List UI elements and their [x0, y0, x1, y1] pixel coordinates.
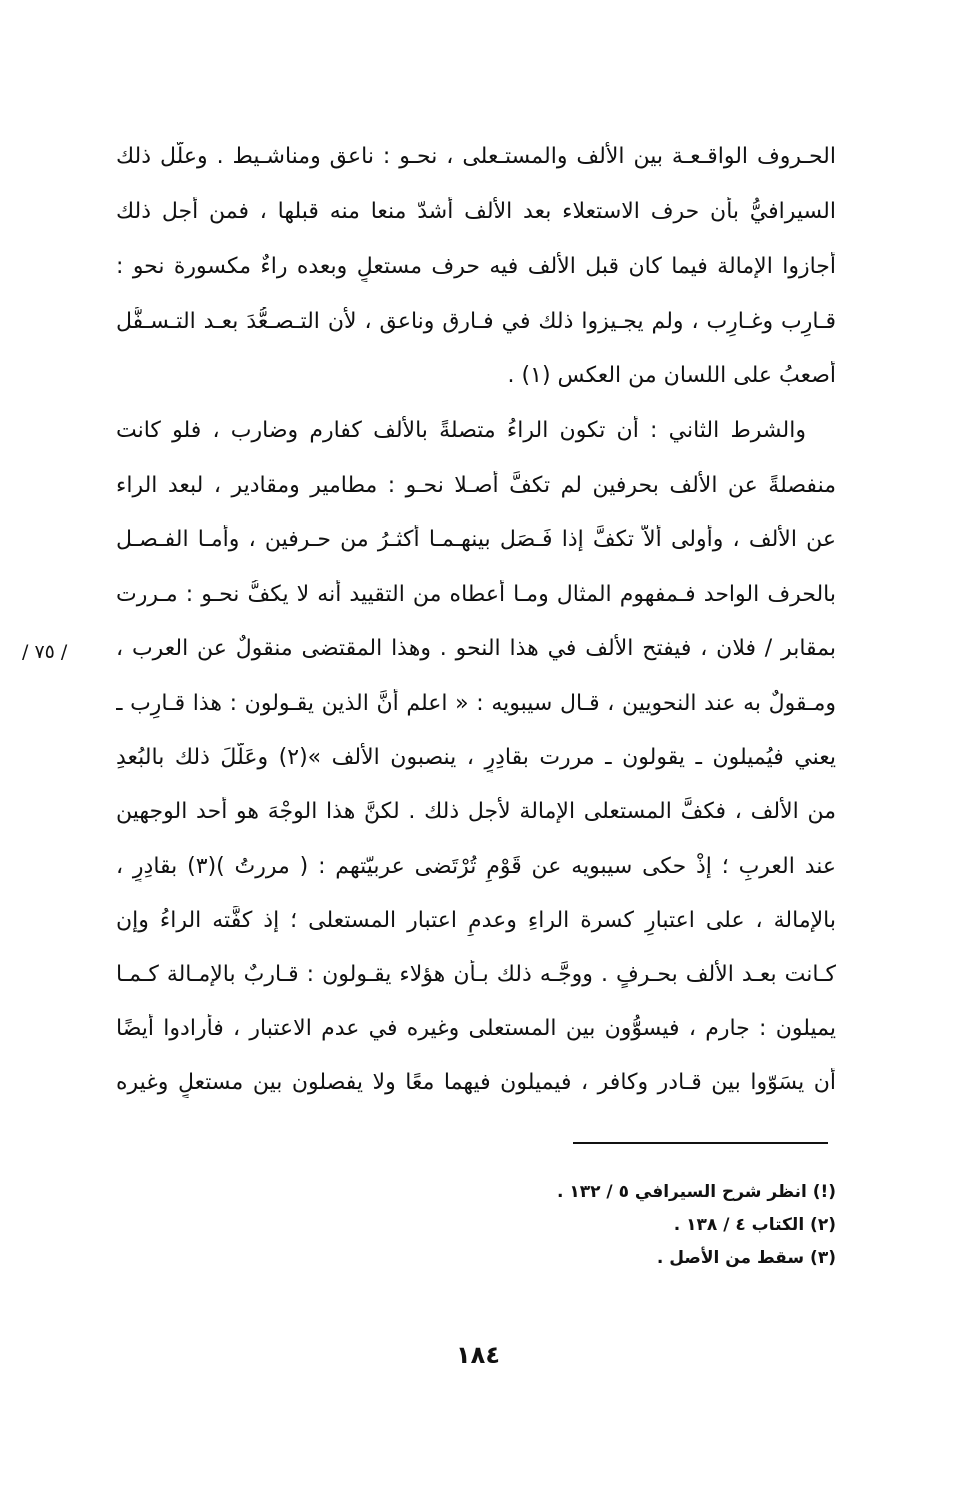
body-line-4: قـارِب وغـارِب ، ولم يجـيزوا ذلك في فـارق وناعق ، لأن التـصـعُّدَ بعـد التـسـفُّل [116, 309, 836, 334]
body-line-15: بالإمالة ، على اعتبارِ كسرة الراءِ وعدمِ اعتبار المستعلى ؛ إذ كفَّته الراءُ وإن [116, 908, 836, 933]
footnote-1: (!) انظر شرح السيرافي ٥ / ١٣٢ . [556, 1182, 836, 1202]
footnote-separator [573, 1142, 828, 1144]
body-line-9: بالحرف الواحد فـمفهوم المثال ومـا أعطاه من التقييد أنه لا يكفُّ نحـو : مـررت [116, 582, 836, 607]
body-line-14: عند العربِ ؛ إذْ حكى سيبويه عن قَوْمٍ تُرْتَضى عربيّتهم : ( مررتُ )(٣) بقادِرٍ ، [116, 854, 836, 879]
margin-page-marker: / ٧٥ / [22, 641, 68, 663]
footnote-2: (٢) الكتاب ٤ / ١٣٨ . [673, 1215, 836, 1235]
body-line-3: أجازوا الإمالة فيما كان قبل الألف فيه حرف مستعلٍ وبعده راءٌ مكسورة نحو : [116, 254, 836, 279]
body-line-1: الحـروف الواقـعـة بين الألف والمستـعلى ، نحـو : ناعق ومناشـيط . وعلّل ذلك [116, 144, 836, 169]
body-line-2: السيرافيُّ بأن حرف الاستعلاء بعد الألف أشدّ منعا منه قبلها ، فمن أجل ذلك [116, 199, 836, 224]
body-line-7: منفصلةً عن الألف بحرفين لم تكفَّ أصـلا نحـو : مطامير ومقادير ، لبعد الراء [116, 473, 836, 498]
body-line-16: كـانت بعـد الألف بحـرفٍ . ووجَّـه ذلك بـأن هؤلاء يقـولون : قـاربٌ بالإمـالة كـمـا [116, 962, 836, 987]
footnote-3: (٣) سقط من الأصل . [656, 1248, 836, 1268]
body-line-17: يميلون : جارم ، فيسوُّون بين المستعلى وغيره في عدم الاعتبار ، فأرادوا أيضًا [116, 1016, 836, 1041]
body-line-8: عن الألف ، وأولى ألاَّ تكفَّ إذا فَـصَل بينهـمـا أكثـرُ من حـرفين ، وأمـا الفـصـل [116, 527, 836, 552]
body-line-5: أصعبُ على اللسان من العكس (١) . [507, 363, 836, 388]
body-line-6: والشرط الثاني : أن تكون الراءُ متصلةً بالألف كفارم وضارب ، فلو كانت [116, 418, 806, 443]
body-line-18: أن يسَوّوا بين قـادر وكافر ، فيميلون فيهما معًا ولا يفصلون بين مستعلٍ وغيره [116, 1070, 836, 1095]
body-line-10: بمقابر / فلان ، فيفتح الألف في هذا النحو . وهذا المقتضى منقولٌ عن العرب ، [116, 636, 836, 661]
body-line-11: ومـقولٌ به عند النحويين ، قـال سيبويه : « اعلم أنَّ الذين يقـولون : هذا قـارِب ـ [116, 691, 836, 716]
page-number: ١٨٤ [456, 1341, 500, 1369]
body-line-12: يعني فيُميلون ـ يقولون ـ مررت بقادِرٍ ، ينصبون الألف »(٢) وعَلَّلَ ذلك بالبُعدِ [116, 745, 836, 770]
body-line-13: من الألف ، فكفَّ المستعلى الإمالة لأجل ذلك . لكنَّ هذا الوجْهَ هو أحد الوجهين [116, 799, 836, 824]
